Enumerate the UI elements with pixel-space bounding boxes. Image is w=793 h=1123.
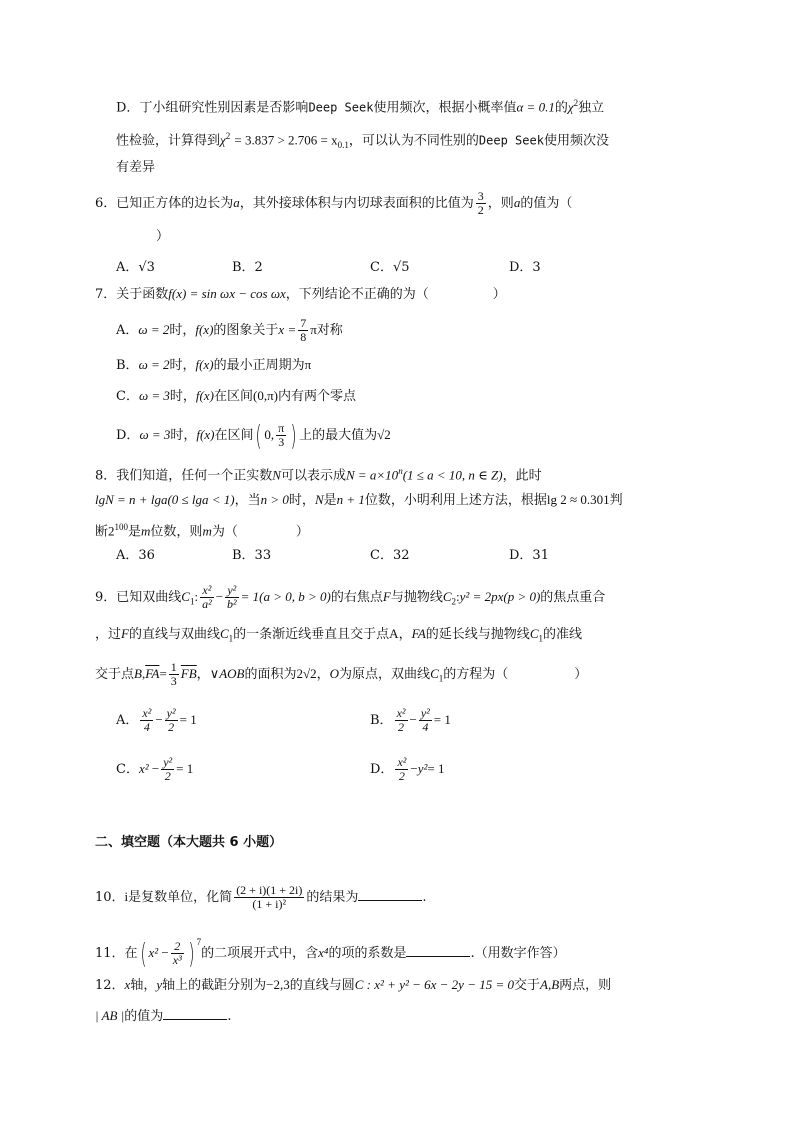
chi-calc: = 3.837 > 2.706 = x [234, 132, 338, 148]
q9-option-d[interactable]: D． $\frac{\text{x²}}{2}$ −y²= 1 [370, 755, 445, 783]
q5d-text: 使用频次没 [543, 133, 609, 149]
q5d-text: 有差异 [116, 160, 156, 175]
q5d-text: D．丁小组研究性别因素是否影响 [116, 100, 309, 116]
q7-text: ，下列结论不正确的为（ [285, 287, 429, 302]
question-7-stem [95, 284, 506, 305]
q6-close-paren: ） [156, 229, 170, 244]
q6-option-a[interactable]: A．√3 [116, 260, 155, 275]
q5-option-d-line2: 性检验，计算得到$\chi^2 = 3.837 > 2.706 = x_{0.1}$，可以认为不同性别的Deep Seek使用频次没 [116, 131, 609, 150]
q7-option-d[interactable]: D．ω = 3时，f(x)在区间( 0, $\frac{\pi}{3}$ ) 上的最大值为√2 [116, 418, 391, 452]
question-9-line2: ，过F的直线与双曲线$C_1$的一条渐近线垂直且交于点A，FA的延长线与抛物线$C_1$的准线 [95, 626, 582, 644]
q9-option-b[interactable]: B． $\frac{\text{x²}}{2}$ − $\frac{\text{y²}}{4}$ = 1 [370, 706, 451, 734]
answer-blank[interactable] [358, 886, 422, 901]
var-a: a [233, 195, 240, 210]
fraction-x2-a2: $\frac{\text{x²}}{\text{a²}}$ [202, 583, 212, 611]
answer-blank[interactable] [163, 1005, 227, 1020]
q7-function: f(x) = sin ωx − cos ωx [168, 286, 286, 301]
question-8-line1: 8．我们知道，任何一个正实数N可以表示成$N = a\times 10^n(1 \le a < 10$, n ∈ Z)，此时 [95, 466, 542, 484]
q7-option-c[interactable]: C．ω = 3时，f(x)在区间(0,π)内有两个零点 [116, 388, 356, 404]
chi-sub: 0.1 [337, 139, 349, 150]
fraction-3-2: $\frac{3}{2}$ [477, 189, 484, 217]
vector-fb: $\overline{FB}$ [180, 666, 197, 681]
fraction-2-x3: $\frac{2}{\text{x³}}$ [172, 939, 182, 967]
vector-fa: $\overline{FA}$ [145, 666, 160, 681]
question-8-line2: lgN = n + lga(0 ≤ lga < 1)，当n > 0时，N是n + 1位数，小明利用上述方法，根据lg 2 ≈ 0.301判 [95, 492, 623, 508]
question-11: 11．在( x² − $\frac{2}{\text{x³}}$ ) $^7$的二项展开式中，含x⁴的项的系数是 .（用数字作答） [95, 936, 566, 970]
q8-option-a[interactable]: A．36 [116, 548, 155, 563]
q6-text: ，则 [487, 196, 514, 211]
q8-option-c[interactable]: C．32 [370, 548, 410, 563]
question-10: 10．i是复数单位，化简 $\frac{(2 + i)(1 + 2i)}{\text{(1 + i)²}}$ 的结果为 . [95, 883, 427, 911]
q5d-text: 的 [554, 100, 568, 116]
fraction-q10: $\frac{(2 + i)(1 + 2i)}{\text{(1 + i)²}}$ [236, 883, 303, 911]
deepseek-label: Deep Seek [308, 100, 374, 115]
question-8-line3: 断$2^{100}$是m位数，则m为（ ） [95, 522, 309, 540]
q6-text: 的值为（ [520, 196, 573, 211]
fraction-7-8: $\frac{7}{8}$ [300, 316, 307, 344]
q8-option-d[interactable]: D．31 [509, 548, 549, 563]
question-12-line1: 12．x轴，y轴上的截距分别为−2,3的直线与圆C : x² + y² − 6x − 2y − 15 = 0交于A,B两点，则 [95, 977, 612, 993]
q6-option-c[interactable]: C．√5 [370, 260, 410, 275]
question-12-line2: | AB |的值为 . [95, 1005, 231, 1027]
answer-blank[interactable] [406, 942, 470, 957]
q7-option-b[interactable]: B．ω = 2时，f(x)的最小正周期为π [116, 357, 312, 373]
chi-symbol: χ [220, 132, 226, 148]
q8-option-b[interactable]: B．33 [232, 548, 272, 563]
deepseek-label: Deep Seek [478, 133, 544, 148]
q7-text: 7．关于函数 [95, 287, 169, 302]
q5d-text: 性检验，计算得到 [116, 133, 221, 149]
q6-option-b[interactable]: B．2 [232, 260, 263, 275]
q9-option-a[interactable]: A． $\frac{\text{x²}}{4}$ − $\frac{\text{y²}}{2}$ = 1 [116, 706, 197, 734]
fraction-y2-b2: $\frac{\text{y²}}{\text{b²}}$ [227, 583, 237, 611]
question-9-line3: 交于点$B,\overline{FA}=$ $\frac{1}{3}$ $\overline{FB}$，∨AOB的面积为2√2，O为原点，双曲线$C_1$的方程为（ ） [95, 660, 588, 688]
question-9-line1: 9．已知双曲线$C_1$: $\frac{\text{x²}}{\text{a²}}$ − $\frac{\text{y²}}{\text{b²}}$ = 1(a > 0, b > 0)的右焦点F与抛物线$C_2:y^2 = 2px(p > 0)$的焦点重合 [95, 583, 606, 611]
fraction-1-3: $\frac{1}{3}$ [170, 660, 177, 688]
q6-option-d[interactable]: D．3 [509, 260, 541, 275]
q5-option-d-line3 [116, 158, 155, 178]
chi-symbol: χ [567, 99, 574, 115]
fraction-pi-3: $\frac{\pi}{3}$ [278, 421, 285, 449]
section-2-title: 二、填空题（本大题共 6 小题） [95, 835, 283, 850]
q5d-text: 使用频次，根据小概率值 [373, 100, 517, 116]
q9-option-c[interactable]: C．x² − $\frac{\text{y²}}{2}$ = 1 [116, 755, 194, 783]
question-6-stem [95, 190, 572, 217]
var-a: a [513, 195, 521, 210]
q7-close: ） [492, 287, 506, 302]
q7-option-a[interactable]: A．ω = 2时，f(x)的图象关于x = $\frac{7}{8}$ π对称 [116, 316, 343, 344]
q5d-text: ，可以认为不同性别的 [348, 133, 479, 149]
q6-text: ，其外接球体积与内切球表面积的比值为 [239, 196, 474, 211]
alpha-value: α = 0.1 [516, 99, 555, 115]
q5-option-d-line1: D．丁小组研究性别因素是否影响Deep Seek使用频次，根据小概率值α = 0.1的$\chi^2$独立 [116, 98, 605, 116]
q5d-text: 独立 [578, 100, 605, 116]
q6-text: 6．已知正方体的边长为 [95, 196, 234, 211]
